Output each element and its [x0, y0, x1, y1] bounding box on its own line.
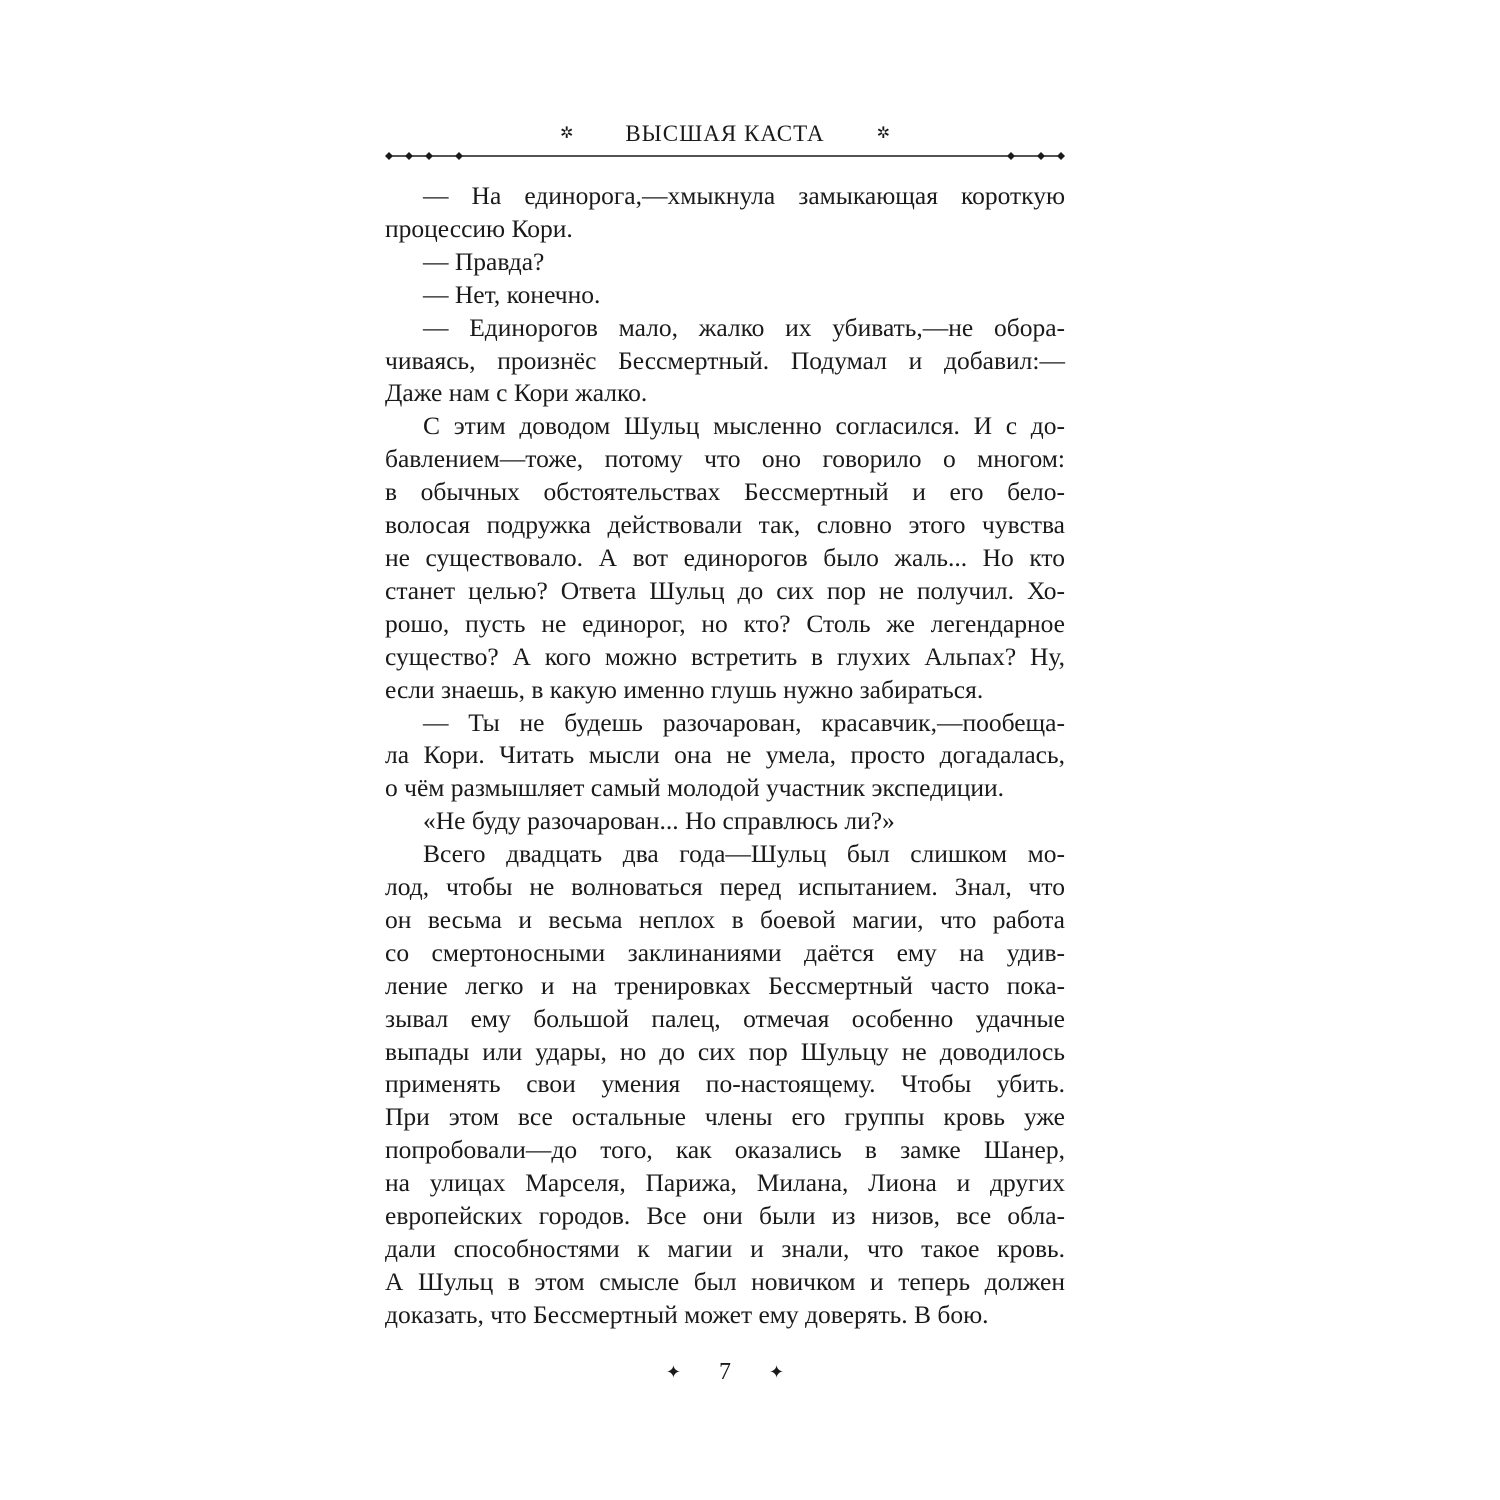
- text-line: со смертоносными заклинаниями даётся ему на удив-: [385, 937, 1065, 967]
- text-line: на улицах Марселя, Парижа, Милана, Лиона и других: [385, 1168, 1065, 1198]
- text-line: существо? А кого можно встретить в глухих Альпах? Ну,: [385, 641, 1065, 671]
- text-line: в обычных обстоятельствах Бессмертный и его бело-: [385, 477, 1065, 507]
- paragraph: [385, 312, 1065, 411]
- text-line: рошо, пусть не единорог, но кто? Столь же легендарное: [385, 608, 1065, 638]
- text-line: он весьма и весьма неплох в боевой магии, что работа: [385, 904, 1065, 934]
- text-line: не существовало. А вот единорогов было жаль... Но кто: [385, 542, 1065, 572]
- text-line: — Ты не будешь разочарован, красавчик,—пообеща-: [423, 707, 1065, 737]
- text-line: чиваясь, произнёс Бессмертный. Подумал и добавил:—: [385, 345, 1065, 375]
- text-line: доказать, что Бессмертный может ему доверять. В бою.: [385, 1299, 989, 1329]
- text-line: Всего двадцать два года—Шульц был слишком мо-: [423, 839, 1065, 869]
- text-line: зывал ему большой палец, отмечая особенно удачные: [385, 1003, 1065, 1033]
- paragraph: [385, 838, 1065, 1332]
- page-footer: [385, 1354, 1065, 1389]
- book-page: [385, 0, 1065, 1500]
- text-line: волосая подружка действовали так, словно этого чувства: [385, 510, 1065, 540]
- text-line: ление легко и на тренировках Бессмертный часто пока-: [385, 970, 1065, 1000]
- text-line: применять свои умения по-настоящему. Чтобы убить.: [385, 1069, 1065, 1099]
- paragraph: [385, 410, 1065, 706]
- text-line: — Единорогов мало, жалко их убивать,—не обора-: [423, 312, 1065, 342]
- text-line: выпады или удары, но до сих пор Шульцу не доводилось: [385, 1036, 1065, 1066]
- header-ornament-rule: [385, 146, 1065, 166]
- text-line: процессию Кори.: [385, 213, 573, 243]
- text-line: попробовали—до того, как оказались в замке Шанер,: [385, 1135, 1065, 1165]
- text-line: если знаешь, в какую именно глушь нужно забираться.: [385, 674, 984, 704]
- footer-star-left-icon: ✦: [665, 1362, 681, 1383]
- text-line: ла Кори. Читать мысли она не умела, просто догадалась,: [385, 740, 1065, 770]
- text-line: — Нет, конечно.: [423, 279, 601, 309]
- body-text: [385, 180, 1065, 1332]
- paragraph: [385, 707, 1065, 806]
- text-line: А Шульц в этом смысле был новичком и теперь должен: [385, 1266, 1065, 1296]
- text-line: Даже нам с Кори жалко.: [385, 378, 648, 408]
- text-line: — На единорога,—хмыкнула замыкающая короткую: [423, 181, 1065, 210]
- text-line: лод, чтобы не волноваться перед испытанием. Знал, что: [385, 872, 1065, 902]
- text-line: европейских городов. Все они были из низов, все обла-: [385, 1201, 1065, 1231]
- header-star-right-icon: ✲: [876, 125, 891, 142]
- paragraph: [385, 246, 1065, 279]
- paragraph: [385, 279, 1065, 312]
- footer-star-right-icon: ✦: [769, 1362, 785, 1383]
- running-header-title: ВЫСШАЯ КАСТА: [625, 121, 825, 146]
- paragraph: [385, 805, 1065, 838]
- text-line: станет целью? Ответа Шульц до сих пор не получил. Хо-: [385, 575, 1065, 605]
- text-line: При этом все остальные члены его группы кровь уже: [385, 1102, 1065, 1132]
- text-line: — Правда?: [423, 246, 545, 276]
- text-line: С этим доводом Шульц мысленно согласился. И с до-: [423, 411, 1065, 441]
- text-line: о чём размышляет самый молодой участник экспедиции.: [385, 773, 1005, 803]
- text-line: бавлением—тоже, потому что оно говорило о многом:: [385, 444, 1065, 474]
- header-star-left-icon: ✲: [559, 125, 574, 142]
- page-number: 7: [719, 1359, 731, 1386]
- text-line: «Не буду разочарован... Но справлюсь ли?»: [423, 806, 895, 836]
- text-line: дали способностями к магии и знали, что такое кровь.: [385, 1234, 1065, 1263]
- paragraph: [385, 180, 1065, 246]
